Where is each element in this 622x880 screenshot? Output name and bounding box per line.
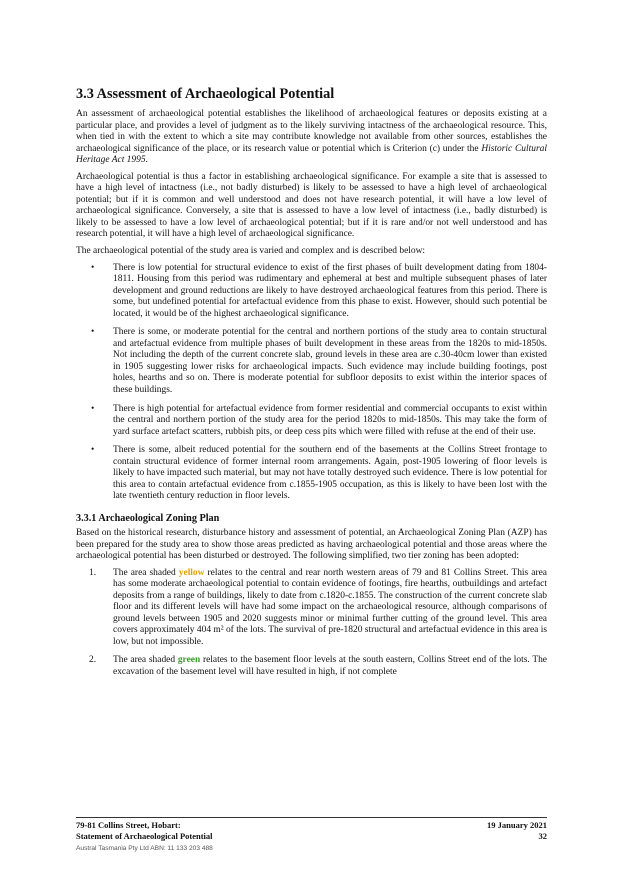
subsection-number: 3.3.1 [76,512,97,524]
bullet-dot-icon: • [91,445,95,456]
section-heading [76,86,547,103]
company-info: Austral Tasmania Pty Ltd ABN: 11 133 203 488 [76,845,213,852]
bullet-item: • There is some, or moderate potential for the central and northern portions of the study area to contain structural and artefactual evidence from multiple phases of built development in these areas from the 1820s to mid-1850s. Not including the depth of the current concrete slab, ground levels in these area are c.30-40cm lower than existed in 1905 suggesting lower risks for archaeological impacts. Such evidence may include building footings, post holes, hearths and so on. There is moderate potential for subfloor deposits to exist within the interior spaces of these buildings. [91,327,547,396]
zone-item-green: 2. The area shaded green relates to the basement floor levels at the south eastern, Collins Street end of the lots. The excavation of the basement level will have resulted in high, if not complete [89,655,547,677]
footer-date: 19 January 2021 [487,820,547,830]
zone-number: 1. [89,567,97,578]
subsection-heading [76,512,547,525]
page-footer [76,817,547,852]
bullet-item: • There is high potential for artefactual evidence from former residential and commercial occupants to exist within the central and northern portion of the study area for the period 1820s to mid-1850s. This may take the form of yard surface artefact scatters, rubbish pits, or deep cess pits which were filled with refuse at the end of their use. [91,403,547,437]
yellow-label: yellow [178,567,205,578]
zone-list [76,568,547,679]
section-number: 3.3 [76,86,94,102]
potential-bullet-list [76,263,547,503]
bullet-item: • There is some, albeit reduced potential for the southern end of the basements at the Collins Street frontage to contain structural evidence of former internal room arrangements. Again, post-1905 lowering of floor levels is likely to have impacted such material, but may not have totally destroyed such evidence. There is low potential for this area to contain artefactual evidence from c.1855-1905 occupation, as this is likely to have been lost with the late twentieth century reduction in floor levels. [91,445,547,502]
intro-paragraph-1: An assessment of archaeological potential establishes the likelihood of archaeological features or deposits existing at a particular place, and provides a level of judgment as to the likely surviving intactness of the archaeological resource. This, when tied in with the extent to which a site may contribute knowledge not available from other sources, establishes the archaeological significance of the place, or its research value or potential which is Criterion (c) under the Historic Cultural Heritage Act 1995. [76,109,547,166]
green-label: green [177,655,201,666]
footer-doc-title: 79-81 Collins Street, Hobart: [76,820,181,830]
page-number: 32 [538,830,547,841]
subsection-title: Archaeological Zoning Plan [98,512,220,524]
act-name: Historic Cultural Heritage Act 1995 [76,143,547,166]
footer-row-2 [76,831,547,842]
zone-item-yellow: 1. The area shaded yellow relates to the central and rear north western areas of 79 and 81 Collins Street. This area has some moderate archaeological potential to contain evidence of footings, fire hearths, outbuildings and artefact deposits from a range of buildings, likely to date from c.1820-c.1855. The construction of the current concrete slab floor and its different levels will have had some impact on the archaeological resource, although comparisons of ground levels between 1905 and 2020 suggests minor or minimal further cutting of the ground level. This area covers approximately 404 m² of the lots. The survival of pre-1820 structural and artefactual evidence in this area is low, but not impossible. [89,567,547,647]
section-title: Assessment of Archaeological Potential [96,86,335,102]
intro-paragraph-3: The archaeological potential of the study area is varied and complex and is described below: [76,246,426,257]
bullet-dot-icon: • [91,262,95,273]
document-page [76,86,547,686]
footer-doc-subtitle: Statement of Archaeological Potential [76,830,213,841]
zoning-paragraph: Based on the historical research, disturbance history and assessment of potential, an Archaeological Zoning Plan (AZP) has been prepared for the study area to show those areas predicted as having archaeological potential and those areas where the archaeological potential has been disturbed or destroyed. The following simplified, two tier zoning has been adopted: [76,527,547,562]
footer-row-1 [76,820,547,831]
bullet-dot-icon: • [91,327,95,338]
zone-number: 2. [89,655,97,666]
intro-paragraph-2: Archaeological potential is thus a factor in establishing archaeological significance. For example a site that is assessed to have a high level of intactness (i.e., not badly disturbed) is likely to be assessed to have a high level of archaeological potential; but if it is common and well understood and does not have research potential, it will have a low level of archaeological significance. Conversely, a site that is assessed to have a low level of intactness (i.e., badly disturbed) is likely to be assessed to have a low level of archaeological potential; but if it is rare and/or not well understood and has research potential, it will have a high level of archaeological significance. [76,171,547,240]
bullet-item: • There is low potential for structural evidence to exist of the first phases of built development dating from 1804-1811. Housing from this period was rudimentary and ephemeral at best and multiple subsequent phases of later development and ground reductions are likely to have destroyed archaeological features from this period. There is some, but undefined potential for artefactual evidence from this phase to exist. However, should such potential be located, it would be of the highest archaeological significance. [91,262,547,319]
bullet-dot-icon: • [91,403,95,414]
